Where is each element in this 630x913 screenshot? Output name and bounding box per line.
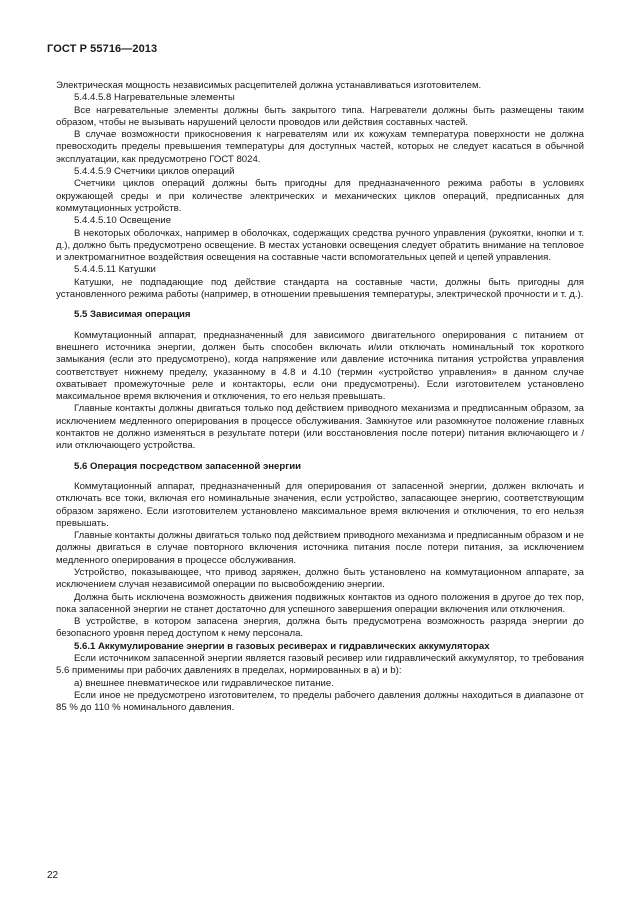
section-title: 5.5 Зависимая операция [74, 309, 191, 321]
paragraph: Если иное не предусмотрено изготовителем, то пределы рабочего давления должны находиться в диапазоне от 85 % до 110 % номинального давления. [56, 689, 584, 714]
paragraph: Коммутационный аппарат, предназначенный для зависимого двигательного оперирования с питанием от внешнего источника энергии, должен быть способен включать и/или отключать номинальный ток короткого замыкания (если это предусмотрено), когда напряжение или давление источника питания устройства управления соответствует нижнему пределу, указанному в 4.8 и 4.10 (термин «устройство управления» в данном случае охватывает промежуточные реле и контакторы, если они предусмотрены). Если изготовителем установлено максимальное время включения и отключения, то его нельзя превышать. [56, 329, 584, 403]
subsection-title: 5.4.4.5.8 Нагревательные элементы [74, 92, 235, 104]
section-title: 5.6 Операция посредством запасенной энергии [74, 460, 302, 472]
subsection-title: 5.4.4.5.11 Катушки [74, 264, 156, 276]
paragraph: В случае возможности прикосновения к нагревателям или их кожухам температура поверхности не должна превосходить пределы превышения температуры для доступных частей, которых не следует касаться в обычной эксплуатации, как предусмотрено ГОСТ 8024. [56, 129, 584, 165]
paragraph: Устройство, показывающее, что привод заряжен, должно быть установлено на коммутационном аппарате, за исключением случая независимой операции по высвобождению энергии. [56, 566, 584, 591]
paragraph: Главные контакты должны двигаться только под действием приводного механизма и предписанным образом и не должны двигаться в случае повторного включения источника питания после потери питания, за исключением медленного оперирования в процессе обслуживания. [56, 530, 584, 566]
page-number: 22 [47, 870, 59, 881]
paragraph: В некоторых оболочках, например в оболочках, содержащих средства ручного управления (рукоятки, кнопки и т. д.), должно быть предусмотрено освещение. В местах установки освещения следует обратить внимание на тепловое и электромагнитное воздействия освещения на составные части вспомогательных цепей и цепей управления. [56, 227, 584, 264]
paragraph: Счетчики циклов операций должны быть пригодны для предназначенного режима работы в условиях окружающей среды и при количестве электрических и механических циклов операций, предписанных для коммутационных устройств. [56, 178, 584, 214]
document-header: ГОСТ Р 55716—2013 [47, 43, 158, 55]
list-item: а) внешнее пневматическое или гидравлическое питание. [74, 677, 334, 689]
subsection-title: 5.4.4.5.10 Освещение [74, 215, 172, 227]
paragraph: Коммутационный аппарат, предназначенный для оперирования от запасенной энергии, должен включать и отключать все токи, включая его номинальные значения, если устройство, запасающее энергию, соответствующим образом заряжено. Если изготовителем установлено максимальное время включения и отключения, то его нельзя превышать. [56, 480, 584, 529]
paragraph: Все нагревательные элементы должны быть закрытого типа. Нагреватели должны быть размещены таким образом, чтобы не вызывать нарушений целости проводов или действия составных частей. [56, 104, 584, 128]
paragraph: Катушки, не подпадающие под действие стандарта на составные части, должны быть пригодны для установленного режима работы (например, в отношении превышения температуры, электрической прочности и т. д.). [56, 276, 584, 301]
paragraph: Если источником запасенной энергии является газовый ресивер или гидравлический аккумулятор, то требования 5.6 применимы при рабочих давлениях в пределах, нормированных в а) и b): [56, 653, 584, 677]
subsection-title: 5.4.4.5.9 Счетчики циклов операций [74, 166, 235, 178]
paragraph: Главные контакты должны двигаться только под действием приводного механизма и предписанным образом, за исключением медленного оперирования в процессе обслуживания. Замкнутое или разомкнутое положение главных контактов не должно изменяться в результате потери (или восстановления после потери) питания включающего и /или отключающего устройства. [56, 403, 584, 452]
paragraph: Должна быть исключена возможность движения подвижных контактов из одного положения в другое до тех пор, пока запасенной энергии не станет достаточно для успешного завершения операции включения или отключения. [56, 591, 584, 615]
section-title: 5.6.1 Аккумулирование энергии в газовых ресиверах и гидравлических аккумуляторах [74, 640, 490, 652]
document-body [56, 80, 584, 715]
paragraph: В устройстве, в котором запасена энергия, должна быть предусмотрена возможность разряда энергии до безопасного уровня перед доступом к нему персонала. [56, 616, 584, 640]
paragraph: Электрическая мощность независимых расцепителей должна устанавливаться изготовителем. [56, 80, 482, 91]
